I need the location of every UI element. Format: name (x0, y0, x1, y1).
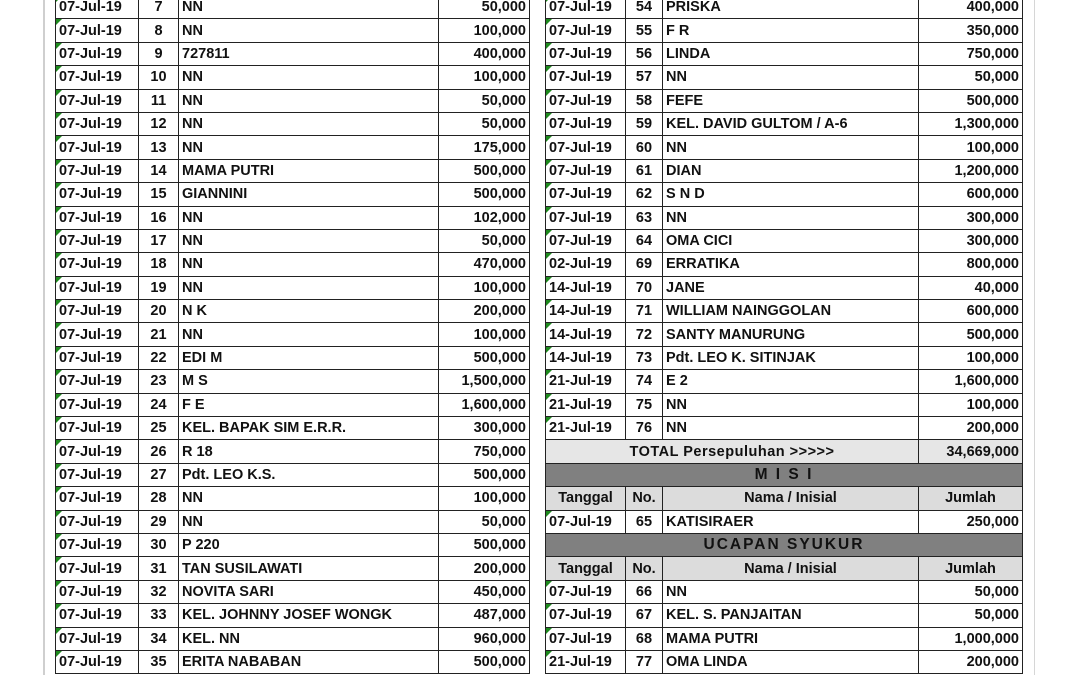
amount-cell: 50,000 (919, 66, 1023, 89)
table-row (546, 183, 1023, 206)
date-cell: 07-Jul-19 (56, 300, 139, 323)
number-cell: 20 (139, 300, 179, 323)
date-cell: 07-Jul-19 (56, 183, 139, 206)
date-cell: 07-Jul-19 (56, 66, 139, 89)
table-row (56, 159, 530, 182)
table-row (546, 159, 1023, 182)
table-row (56, 604, 530, 627)
amount-cell: 350,000 (919, 19, 1023, 42)
amount-cell: 175,000 (439, 136, 530, 159)
number-cell: 73 (626, 346, 663, 369)
number-cell: 66 (626, 580, 663, 603)
date-cell: 07-Jul-19 (546, 206, 626, 229)
amount-cell: 500,000 (439, 183, 530, 206)
number-cell: 69 (626, 253, 663, 276)
date-cell: 07-Jul-19 (56, 19, 139, 42)
name-cell: S N D (663, 183, 919, 206)
date-cell: 07-Jul-19 (56, 276, 139, 299)
name-cell: NN (663, 580, 919, 603)
name-cell: NN (179, 487, 439, 510)
date-cell: 07-Jul-19 (56, 463, 139, 486)
date-cell: 07-Jul-19 (546, 19, 626, 42)
table-row (546, 112, 1023, 135)
name-cell: FEFE (663, 89, 919, 112)
number-cell: 22 (139, 346, 179, 369)
date-cell: 14-Jul-19 (546, 300, 626, 323)
date-cell: 07-Jul-19 (546, 604, 626, 627)
table-row (546, 510, 1023, 533)
amount-cell: 50,000 (439, 0, 530, 19)
date-cell: 14-Jul-19 (546, 346, 626, 369)
table-row (56, 440, 530, 463)
amount-cell: 500,000 (919, 89, 1023, 112)
number-cell: 74 (626, 370, 663, 393)
name-cell: E 2 (663, 370, 919, 393)
section-header-row (546, 557, 1023, 580)
amount-cell: 500,000 (439, 463, 530, 486)
amount-cell: 750,000 (919, 42, 1023, 65)
date-cell: 07-Jul-19 (56, 112, 139, 135)
name-cell: ERITA NABABAN (179, 650, 439, 673)
amount-cell: 50,000 (439, 510, 530, 533)
number-cell: 32 (139, 580, 179, 603)
table-row (56, 510, 530, 533)
amount-cell: 100,000 (439, 66, 530, 89)
date-cell: 07-Jul-19 (56, 136, 139, 159)
name-cell: MAMA PUTRI (179, 159, 439, 182)
number-cell: 17 (139, 229, 179, 252)
table-row (56, 112, 530, 135)
amount-cell: 50,000 (439, 112, 530, 135)
amount-cell: 40,000 (919, 276, 1023, 299)
name-cell: KEL. BAPAK SIM E.R.R. (179, 417, 439, 440)
date-cell: 07-Jul-19 (546, 136, 626, 159)
amount-cell: 500,000 (439, 159, 530, 182)
amount-cell: 100,000 (439, 323, 530, 346)
number-cell: 68 (626, 627, 663, 650)
table-row (56, 557, 530, 580)
date-cell: 07-Jul-19 (56, 229, 139, 252)
date-cell: 07-Jul-19 (56, 650, 139, 673)
date-cell: 07-Jul-19 (56, 417, 139, 440)
date-cell: 07-Jul-19 (56, 580, 139, 603)
number-cell: 13 (139, 136, 179, 159)
table-row (56, 533, 530, 556)
amount-cell: 300,000 (919, 229, 1023, 252)
number-cell: 19 (139, 276, 179, 299)
name-cell: R 18 (179, 440, 439, 463)
right-ledger-body (546, 0, 1023, 674)
header-date: Tanggal (546, 487, 626, 510)
date-cell: 07-Jul-19 (56, 42, 139, 65)
amount-cell: 300,000 (919, 206, 1023, 229)
table-row (546, 19, 1023, 42)
date-cell: 21-Jul-19 (546, 370, 626, 393)
name-cell: NN (663, 66, 919, 89)
name-cell: DIAN (663, 159, 919, 182)
name-cell: NN (179, 112, 439, 135)
amount-cell: 100,000 (439, 19, 530, 42)
name-cell: F R (663, 19, 919, 42)
date-cell: 07-Jul-19 (56, 370, 139, 393)
amount-cell: 500,000 (439, 650, 530, 673)
amount-cell: 800,000 (919, 253, 1023, 276)
date-cell: 07-Jul-19 (546, 42, 626, 65)
page-edge-right (1034, 0, 1035, 675)
amount-cell: 1,500,000 (439, 370, 530, 393)
amount-cell: 50,000 (919, 604, 1023, 627)
number-cell: 9 (139, 42, 179, 65)
date-cell: 07-Jul-19 (56, 510, 139, 533)
date-cell: 07-Jul-19 (56, 627, 139, 650)
table-row (56, 42, 530, 65)
date-cell: 07-Jul-19 (56, 323, 139, 346)
table-row (546, 650, 1023, 673)
number-cell: 61 (626, 159, 663, 182)
date-cell: 07-Jul-19 (56, 393, 139, 416)
name-cell: M S (179, 370, 439, 393)
name-cell: NN (663, 393, 919, 416)
name-cell: KEL. DAVID GULTOM / A-6 (663, 112, 919, 135)
date-cell: 07-Jul-19 (546, 510, 626, 533)
number-cell: 34 (139, 627, 179, 650)
amount-cell: 100,000 (919, 136, 1023, 159)
number-cell: 63 (626, 206, 663, 229)
amount-cell: 500,000 (919, 323, 1023, 346)
date-cell: 07-Jul-19 (56, 346, 139, 369)
number-cell: 30 (139, 533, 179, 556)
ucapan-section-title (546, 533, 1023, 556)
amount-cell: 50,000 (439, 89, 530, 112)
name-cell: PRISKA (663, 0, 919, 19)
amount-cell: 200,000 (439, 557, 530, 580)
name-cell: JANE (663, 276, 919, 299)
number-cell: 58 (626, 89, 663, 112)
amount-cell: 1,600,000 (919, 370, 1023, 393)
table-row (56, 323, 530, 346)
table-row (546, 276, 1023, 299)
name-cell: NOVITA SARI (179, 580, 439, 603)
number-cell: 57 (626, 66, 663, 89)
number-cell: 75 (626, 393, 663, 416)
page-edge-left (43, 0, 45, 675)
table-row (546, 89, 1023, 112)
date-cell: 07-Jul-19 (56, 253, 139, 276)
date-cell: 07-Jul-19 (546, 159, 626, 182)
amount-cell: 200,000 (439, 300, 530, 323)
name-cell: N K (179, 300, 439, 323)
number-cell: 21 (139, 323, 179, 346)
table-row (546, 370, 1023, 393)
name-cell: Pdt. LEO K. SITINJAK (663, 346, 919, 369)
amount-cell: 1,200,000 (919, 159, 1023, 182)
amount-cell: 100,000 (439, 487, 530, 510)
date-cell: 07-Jul-19 (546, 112, 626, 135)
name-cell: 727811 (179, 42, 439, 65)
number-cell: 14 (139, 159, 179, 182)
date-cell: 21-Jul-19 (546, 417, 626, 440)
date-cell: 21-Jul-19 (546, 650, 626, 673)
number-cell: 10 (139, 66, 179, 89)
table-row (546, 346, 1023, 369)
date-cell: 07-Jul-19 (546, 229, 626, 252)
number-cell: 28 (139, 487, 179, 510)
date-cell: 02-Jul-19 (546, 253, 626, 276)
section-header-row (546, 487, 1023, 510)
number-cell: 25 (139, 417, 179, 440)
name-cell: NN (179, 19, 439, 42)
number-cell: 59 (626, 112, 663, 135)
amount-cell: 400,000 (919, 0, 1023, 19)
table-row (56, 136, 530, 159)
number-cell: 71 (626, 300, 663, 323)
amount-cell: 100,000 (919, 393, 1023, 416)
number-cell: 67 (626, 604, 663, 627)
amount-cell: 500,000 (439, 533, 530, 556)
name-cell: NN (179, 66, 439, 89)
table-row (546, 393, 1023, 416)
number-cell: 11 (139, 89, 179, 112)
table-row (56, 206, 530, 229)
table-row (546, 0, 1023, 19)
table-row (56, 66, 530, 89)
table-row (56, 0, 530, 19)
number-cell: 70 (626, 276, 663, 299)
date-cell: 07-Jul-19 (546, 0, 626, 19)
number-cell: 15 (139, 183, 179, 206)
amount-cell: 750,000 (439, 440, 530, 463)
number-cell: 77 (626, 650, 663, 673)
number-cell: 55 (626, 19, 663, 42)
number-cell: 33 (139, 604, 179, 627)
name-cell: MAMA PUTRI (663, 627, 919, 650)
total-amount: 34,669,000 (919, 440, 1023, 463)
date-cell: 07-Jul-19 (546, 627, 626, 650)
table-row (546, 300, 1023, 323)
name-cell: NN (179, 136, 439, 159)
table-row (546, 66, 1023, 89)
date-cell: 07-Jul-19 (546, 89, 626, 112)
date-cell: 07-Jul-19 (56, 487, 139, 510)
amount-cell: 100,000 (439, 276, 530, 299)
number-cell: 8 (139, 19, 179, 42)
table-row (56, 650, 530, 673)
amount-cell: 600,000 (919, 183, 1023, 206)
date-cell: 07-Jul-19 (546, 66, 626, 89)
table-row (56, 300, 530, 323)
name-cell: KEL. NN (179, 627, 439, 650)
header-number: No. (626, 557, 663, 580)
date-cell: 07-Jul-19 (56, 557, 139, 580)
table-row (56, 253, 530, 276)
table-row (56, 276, 530, 299)
table-row (546, 206, 1023, 229)
amount-cell: 1,600,000 (439, 393, 530, 416)
date-cell: 07-Jul-19 (56, 440, 139, 463)
number-cell: 23 (139, 370, 179, 393)
header-date: Tanggal (546, 557, 626, 580)
number-cell: 76 (626, 417, 663, 440)
amount-cell: 600,000 (919, 300, 1023, 323)
number-cell: 56 (626, 42, 663, 65)
amount-cell: 500,000 (439, 346, 530, 369)
name-cell: TAN SUSILAWATI (179, 557, 439, 580)
amount-cell: 200,000 (919, 417, 1023, 440)
table-row (546, 323, 1023, 346)
header-name: Nama / Inisial (663, 487, 919, 510)
table-row (56, 580, 530, 603)
number-cell: 26 (139, 440, 179, 463)
table-row (56, 183, 530, 206)
date-cell: 07-Jul-19 (56, 89, 139, 112)
table-row (546, 417, 1023, 440)
table-row (56, 417, 530, 440)
number-cell: 35 (139, 650, 179, 673)
section-title: UCAPAN SYUKUR (546, 533, 1023, 556)
misi-section-title (546, 463, 1023, 486)
name-cell: NN (179, 229, 439, 252)
name-cell: KATISIRAER (663, 510, 919, 533)
name-cell: KEL. JOHNNY JOSEF WONGK (179, 604, 439, 627)
amount-cell: 250,000 (919, 510, 1023, 533)
amount-cell: 200,000 (919, 650, 1023, 673)
table-row (56, 89, 530, 112)
number-cell: 12 (139, 112, 179, 135)
name-cell: OMA LINDA (663, 650, 919, 673)
name-cell: OMA CICI (663, 229, 919, 252)
header-name: Nama / Inisial (663, 557, 919, 580)
header-amount: Jumlah (919, 557, 1023, 580)
number-cell: 18 (139, 253, 179, 276)
name-cell: KEL. S. PANJAITAN (663, 604, 919, 627)
name-cell: NN (663, 417, 919, 440)
name-cell: WILLIAM NAINGGOLAN (663, 300, 919, 323)
number-cell: 31 (139, 557, 179, 580)
number-cell: 7 (139, 0, 179, 19)
table-row (546, 136, 1023, 159)
date-cell: 21-Jul-19 (546, 393, 626, 416)
table-row (56, 370, 530, 393)
name-cell: NN (663, 206, 919, 229)
table-row (546, 253, 1023, 276)
number-cell: 29 (139, 510, 179, 533)
name-cell: NN (179, 253, 439, 276)
number-cell: 27 (139, 463, 179, 486)
date-cell: 07-Jul-19 (56, 533, 139, 556)
name-cell: NN (179, 276, 439, 299)
name-cell: LINDA (663, 42, 919, 65)
table-row (56, 487, 530, 510)
header-number: No. (626, 487, 663, 510)
table-row (56, 346, 530, 369)
table-row (56, 627, 530, 650)
amount-cell: 50,000 (919, 580, 1023, 603)
amount-cell: 487,000 (439, 604, 530, 627)
name-cell: GIANNINI (179, 183, 439, 206)
name-cell: EDI M (179, 346, 439, 369)
table-row (56, 393, 530, 416)
number-cell: 64 (626, 229, 663, 252)
date-cell: 07-Jul-19 (546, 580, 626, 603)
table-row (56, 19, 530, 42)
name-cell: P 220 (179, 533, 439, 556)
header-amount: Jumlah (919, 487, 1023, 510)
table-row (56, 229, 530, 252)
number-cell: 60 (626, 136, 663, 159)
date-cell: 14-Jul-19 (546, 323, 626, 346)
amount-cell: 100,000 (919, 346, 1023, 369)
table-row (546, 604, 1023, 627)
date-cell: 07-Jul-19 (56, 206, 139, 229)
amount-cell: 300,000 (439, 417, 530, 440)
name-cell: NN (179, 89, 439, 112)
amount-cell: 400,000 (439, 42, 530, 65)
number-cell: 65 (626, 510, 663, 533)
table-row (546, 42, 1023, 65)
table-row (546, 627, 1023, 650)
name-cell: NN (179, 0, 439, 19)
amount-cell: 50,000 (439, 229, 530, 252)
number-cell: 62 (626, 183, 663, 206)
name-cell: F E (179, 393, 439, 416)
table-row (546, 229, 1023, 252)
date-cell: 07-Jul-19 (56, 0, 139, 19)
amount-cell: 450,000 (439, 580, 530, 603)
name-cell: NN (179, 510, 439, 533)
name-cell: NN (663, 136, 919, 159)
name-cell: NN (179, 323, 439, 346)
amount-cell: 960,000 (439, 627, 530, 650)
number-cell: 24 (139, 393, 179, 416)
section-title: M I S I (546, 463, 1023, 486)
amount-cell: 1,000,000 (919, 627, 1023, 650)
right-ledger-table (545, 0, 1023, 674)
date-cell: 07-Jul-19 (546, 183, 626, 206)
number-cell: 16 (139, 206, 179, 229)
date-cell: 07-Jul-19 (56, 604, 139, 627)
date-cell: 07-Jul-19 (56, 159, 139, 182)
name-cell: ERRATIKA (663, 253, 919, 276)
left-ledger-table (55, 0, 530, 674)
left-ledger-body (56, 0, 530, 674)
number-cell: 72 (626, 323, 663, 346)
name-cell: SANTY MANURUNG (663, 323, 919, 346)
amount-cell: 470,000 (439, 253, 530, 276)
total-label: TOTAL Persepuluhan >>>>> (546, 440, 919, 463)
name-cell: NN (179, 206, 439, 229)
table-row (546, 580, 1023, 603)
amount-cell: 1,300,000 (919, 112, 1023, 135)
name-cell: Pdt. LEO K.S. (179, 463, 439, 486)
amount-cell: 102,000 (439, 206, 530, 229)
table-row (56, 463, 530, 486)
number-cell: 54 (626, 0, 663, 19)
total-row (546, 440, 1023, 463)
date-cell: 14-Jul-19 (546, 276, 626, 299)
